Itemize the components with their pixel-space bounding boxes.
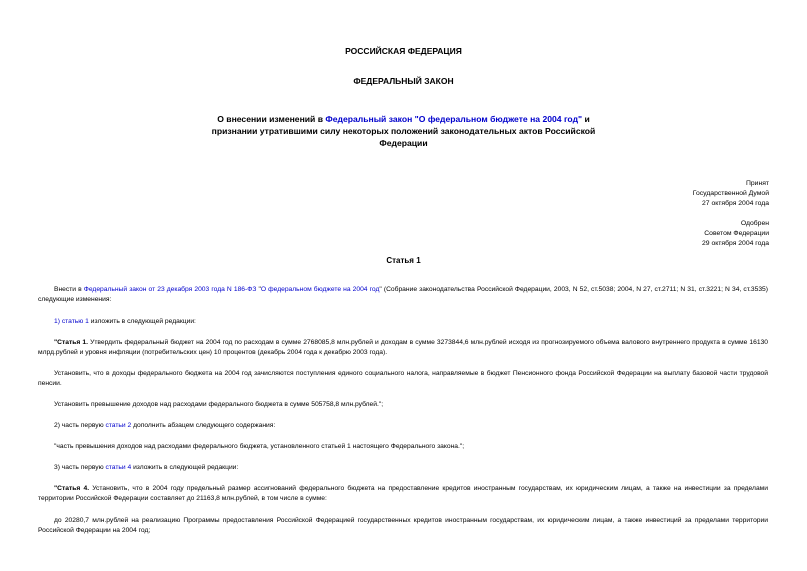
paragraph-intro — [38, 285, 768, 305]
country-heading: РОССИЙСКАЯ ФЕДЕРАЦИЯ — [345, 46, 462, 56]
para-text: изложить в следующей редакции: — [88, 318, 196, 325]
para-text: 3) часть первую — [54, 464, 106, 471]
accepted-line-3: 27 октября 2004 года — [702, 200, 769, 207]
para-text: " — [256, 286, 261, 293]
paragraph-surplus-part: "часть превышения доходов над расходами федерального бюджета, установленного статьей 1 настоящего Федерального закона."; — [54, 443, 465, 450]
article-1-link[interactable]: статью 1 — [61, 318, 89, 325]
accepted-line-1: Принят — [745, 180, 769, 187]
paragraph-surplus: Установить превышение доходов над расходами федерального бюджета в сумме 505758,8 млн.рублей."; — [54, 401, 384, 408]
subject-suffix: и признании утратившими силу некоторых положений законодательных актов Российской Федерации — [211, 114, 596, 148]
para-text: дополнить абзацем следующего содержания: — [131, 422, 276, 429]
approved-line-2: Советом Федерации — [704, 230, 769, 237]
para-text: 2) часть первую — [54, 422, 106, 429]
article-2-link[interactable]: статьи 2 — [105, 422, 132, 429]
doc-type-heading: ФЕДЕРАЛЬНЫЙ ЗАКОН — [353, 76, 454, 86]
law-186-link[interactable]: Федеральный закон от 23 декабря 2003 года N 186-ФЗ — [83, 286, 257, 293]
approved-block — [702, 219, 769, 249]
article-4-link[interactable]: статьи 4 — [105, 464, 132, 471]
law-subject — [200, 113, 607, 149]
para-text: " (Собрание законодательства Российской Федерации, 2003, N 52, ст.5038; 2004, N 27, ст.2711; N 31, ст.3221; N 34, ст.3535) следующие изменения: — [38, 286, 768, 303]
approved-line-1: Одобрен — [740, 220, 769, 227]
paragraph-social-tax: Установить, что в доходы федерального бюджета на 2004 год зачисляются поступления единого социального налога, направляемые в бюджет Пенсионного фонда Российской Федерации на выплату базовой части трудовой пенсии. — [38, 370, 768, 387]
article-title: Статья 1 — [386, 256, 421, 265]
article-4-label: "Статья 4. — [54, 485, 90, 492]
paragraph-item-2 — [38, 421, 768, 431]
subject-prefix: О внесении изменений в — [217, 114, 326, 124]
paragraph-item-1 — [38, 317, 768, 327]
accepted-line-2: Государственной Думой — [692, 190, 769, 197]
item-number: 1) — [54, 318, 62, 325]
paragraph-article-1-text — [38, 338, 768, 358]
paragraph-article-4-text — [38, 484, 768, 504]
approved-line-3: 29 октября 2004 года — [702, 240, 769, 247]
budget-law-link[interactable]: О федеральном бюджете на 2004 год — [260, 286, 380, 293]
paragraph-credit-program: до 20280,7 млн.рублей на реализацию Программы предоставления Российской Федерацией государственных кредитов иностранным государствам, их юридическим лицам, а также инвестиций за пределами территории Российской Федерации на 2004 год; — [38, 517, 768, 534]
para-text: Утвердить федеральный бюджет на 2004 год по расходам в сумме 2768085,8 млн.рублей и доходам в сумме 3273844,6 млн.рублей исходя из прогнозируемого объема валового внутреннего продукта в сумме 16130 млрд.рублей и уровня инфляции (потребительских цен) 10 процентов (декабрь 2004 года к декабрю 2003 года). — [38, 339, 769, 356]
accepted-block — [693, 179, 769, 209]
paragraph-item-3 — [38, 463, 768, 473]
para-text: Внести в — [54, 286, 84, 293]
para-text: Установить, что в 2004 году предельный размер ассигнований федерального бюджета на предоставление кредитов иностранным государствам, их юридическим лицам, а также на инвестиции за пределами территории Российской Федерации составляет до 21163,8 млн.рублей, в том числе в сумме: — [38, 485, 768, 502]
article-1-label: "Статья 1. — [54, 339, 88, 346]
para-text: изложить в следующей редакции: — [131, 464, 239, 471]
subject-law-link[interactable]: Федеральный закон "О федеральном бюджете на 2004 год" — [325, 114, 583, 124]
